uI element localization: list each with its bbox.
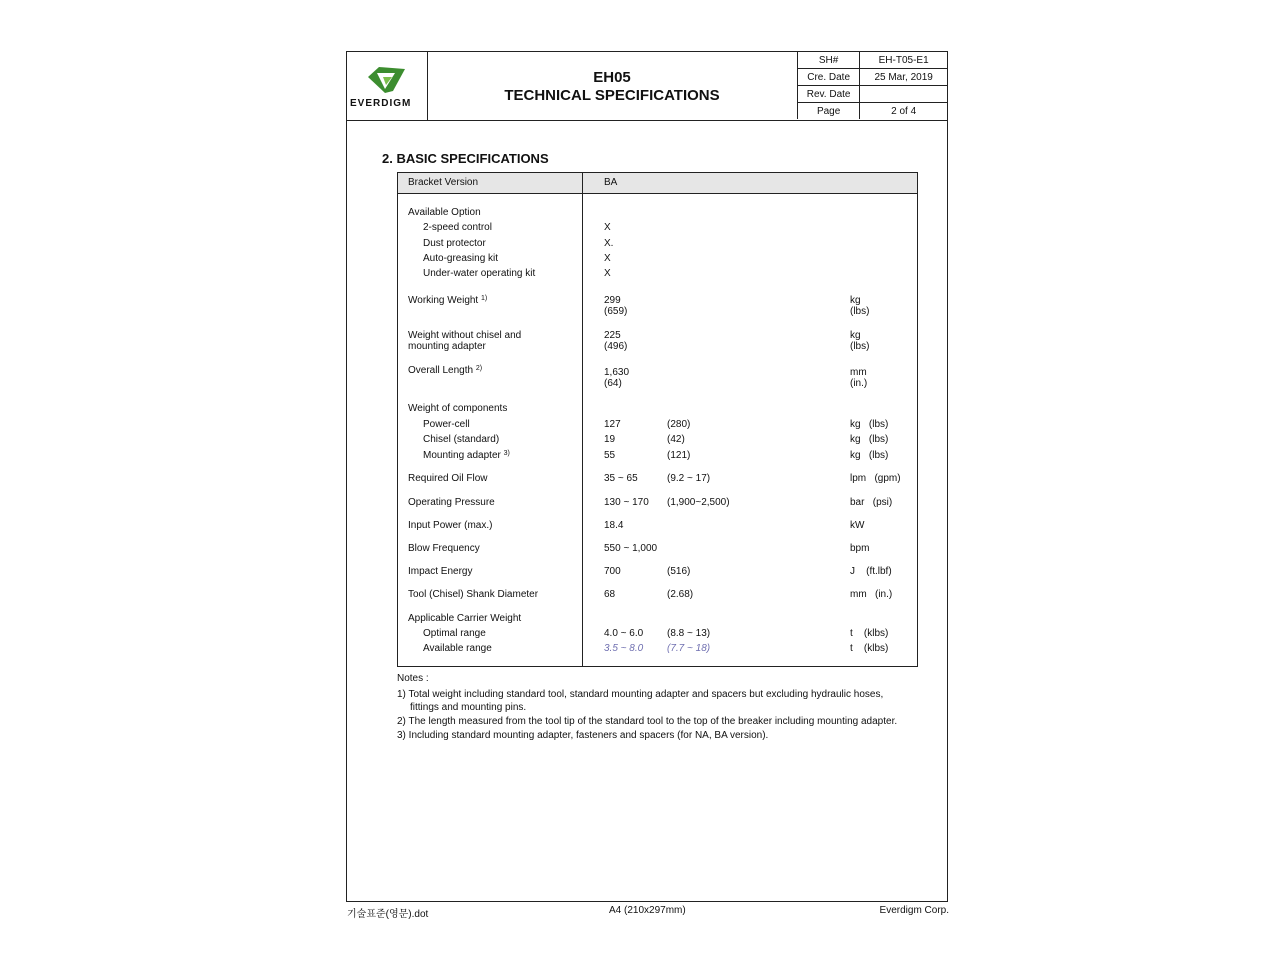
spec-value: 700 xyxy=(604,566,621,577)
option-value: X xyxy=(604,222,611,233)
available-option-label: Available Option xyxy=(408,207,481,218)
unit: (lbs) xyxy=(850,306,870,317)
unit: (in.) xyxy=(850,378,868,389)
note-1: 1) Total weight including standard tool, standard mounting adapter and spacers but excluding hydraulic hoses, xyxy=(397,689,884,700)
option-label: Auto-greasing kit xyxy=(423,253,499,264)
unit: kg (lbs) xyxy=(850,419,889,430)
meta-value: EH-T05-E1 xyxy=(860,52,947,69)
unit: (lbs) xyxy=(850,341,870,352)
spec-value: 550 ~ 1,000 xyxy=(604,543,658,554)
range-value: 4.0 ~ 6.0 xyxy=(604,628,644,639)
overall-length-label xyxy=(408,365,482,377)
option-label: 2-speed control xyxy=(423,222,492,233)
unit: mm (in.) xyxy=(850,589,893,600)
unit: t (klbs) xyxy=(850,628,889,639)
component-value: 55 xyxy=(604,450,616,461)
unit: bpm xyxy=(850,543,870,554)
spec-label: Input Power (max.) xyxy=(408,520,493,531)
weight-without-value: 225 xyxy=(604,330,621,341)
bracket-value: BA xyxy=(604,177,618,188)
option-label: Under-water operating kit xyxy=(423,268,536,279)
meta-label: Cre. Date xyxy=(798,69,860,86)
spec-label: Tool (Chisel) Shank Diameter xyxy=(408,589,539,600)
logo-cell xyxy=(347,52,428,120)
range-value: 3.5 ~ 8.0 xyxy=(604,643,644,654)
working-weight-value-lbs: (659) xyxy=(604,306,628,317)
unit: bar (psi) xyxy=(850,497,893,508)
footer-company: Everdigm Corp. xyxy=(879,905,949,916)
unit: J (ft.lbf) xyxy=(850,566,892,577)
unit: kg (lbs) xyxy=(850,434,889,445)
meta-value: 2 of 4 xyxy=(860,103,947,120)
working-weight-label xyxy=(408,295,487,307)
meta-label: Rev. Date xyxy=(798,86,860,103)
weight-without-value-lbs: (496) xyxy=(604,341,628,352)
option-label: Dust protector xyxy=(423,238,486,249)
footer-filename: 기술표준(영문).dot xyxy=(347,909,429,920)
note-2: 2) The length measured from the tool tip of the standard tool to the top of the breaker including mounting adapter. xyxy=(397,716,898,727)
spec-value: 130 ~ 170 xyxy=(604,497,649,508)
range-value-alt: (8.8 ~ 13) xyxy=(667,628,711,639)
footnote-ref: 1) xyxy=(481,295,488,302)
footnote-ref: 2) xyxy=(475,365,483,372)
weight-without-label-1: Weight without chisel and xyxy=(408,330,522,341)
title-cell xyxy=(427,52,797,120)
spec-value: 68 xyxy=(604,589,616,600)
spec-value: 35 ~ 65 xyxy=(604,473,638,484)
unit: mm xyxy=(850,367,867,378)
component-value-alt: (280) xyxy=(667,419,691,430)
spec-label: Operating Pressure xyxy=(408,497,495,508)
meta-value: 25 Mar, 2019 xyxy=(860,69,947,86)
mounting-adapter-text: Mounting adapter xyxy=(423,450,501,461)
unit: lpm (gpm) xyxy=(850,473,901,484)
unit: kW xyxy=(850,520,865,531)
notes-section xyxy=(397,672,927,742)
component-label: Chisel (standard) xyxy=(423,434,500,445)
note-3: 3) Including standard mounting adapter, fasteners and spacers (for NA, BA version). xyxy=(397,730,769,741)
spec-table xyxy=(397,172,918,667)
spec-value-alt: (9.2 ~ 17) xyxy=(667,473,711,484)
unit: kg (lbs) xyxy=(850,450,889,461)
weight-without-label-2: mounting adapter xyxy=(408,341,486,352)
document-title: TECHNICAL SPECIFICATIONS xyxy=(504,87,720,104)
component-label xyxy=(423,450,510,462)
meta-label: Page xyxy=(798,103,860,120)
notes-title: Notes : xyxy=(397,673,429,684)
logo-text: EVERDIGM xyxy=(350,98,412,109)
unit: kg xyxy=(850,295,861,306)
note-1-continued: fittings and mounting pins. xyxy=(410,702,527,713)
overall-length-text: Overall Length xyxy=(408,365,474,376)
unit: kg xyxy=(850,330,861,341)
range-label: Available range xyxy=(423,643,492,654)
spec-value-alt: (516) xyxy=(667,566,691,577)
meta-value xyxy=(860,86,947,103)
overall-length-value-in: (64) xyxy=(604,378,622,389)
component-label: Power-cell xyxy=(423,419,470,430)
spec-value-alt: (2.68) xyxy=(667,589,694,600)
range-value-alt: (7.7 ~ 18) xyxy=(667,643,711,654)
spec-label: Required Oil Flow xyxy=(408,473,488,484)
option-value: X. xyxy=(604,238,614,249)
option-value: X xyxy=(604,253,611,264)
component-value: 19 xyxy=(604,434,616,445)
everdigm-logo-icon xyxy=(365,65,409,95)
section-title: 2. BASIC SPECIFICATIONS xyxy=(382,151,549,166)
spec-value: 18.4 xyxy=(604,520,624,531)
range-label: Optimal range xyxy=(423,628,486,639)
weight-components-label: Weight of components xyxy=(408,403,508,414)
unit: t (klbs) xyxy=(850,643,889,654)
document-title-model: EH05 xyxy=(593,69,631,86)
component-value-alt: (42) xyxy=(667,434,685,445)
carrier-weight-label: Applicable Carrier Weight xyxy=(408,613,522,624)
spec-value-alt: (1,900~2,500) xyxy=(667,497,730,508)
footnote-ref: 3) xyxy=(503,450,510,457)
column-divider xyxy=(582,173,583,666)
working-weight-value: 299 xyxy=(604,295,621,306)
document-meta-table xyxy=(797,52,947,119)
footer-paper-size: A4 (210x297mm) xyxy=(609,905,686,916)
document-header xyxy=(347,52,947,121)
working-weight-text: Working Weight xyxy=(408,295,479,306)
meta-label: SH# xyxy=(798,52,860,69)
option-value: X xyxy=(604,268,611,279)
bracket-label: Bracket Version xyxy=(408,177,479,188)
component-value: 127 xyxy=(604,419,621,430)
overall-length-value: 1,630 xyxy=(604,367,630,378)
component-value-alt: (121) xyxy=(667,450,691,461)
spec-label: Impact Energy xyxy=(408,566,473,577)
spec-label: Blow Frequency xyxy=(408,543,480,554)
